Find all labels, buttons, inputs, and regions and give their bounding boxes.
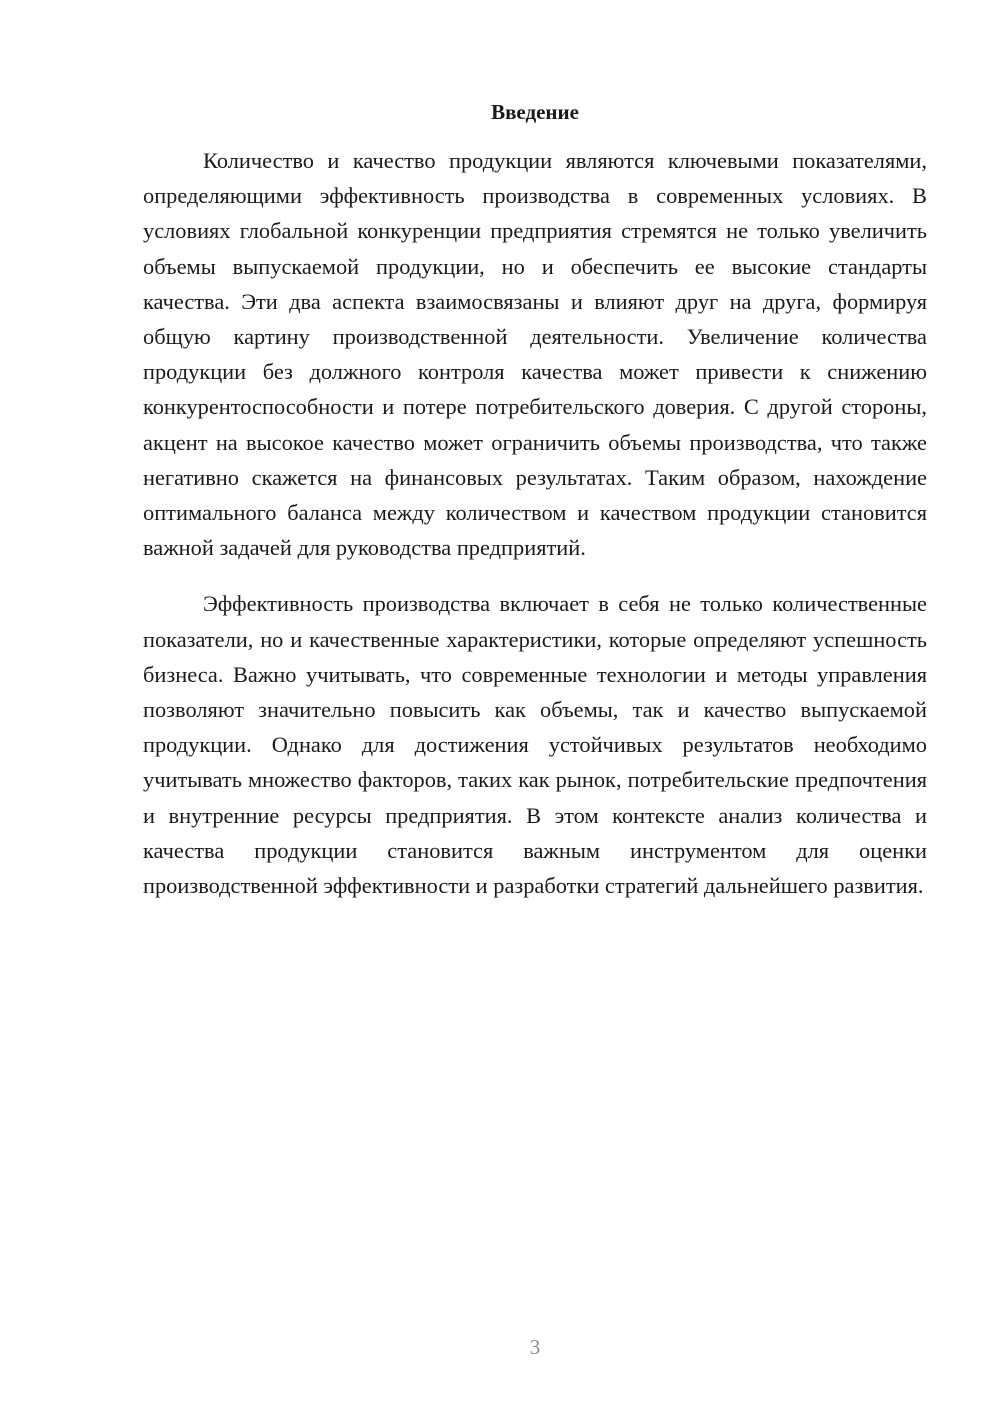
paragraph-1: Количество и качество продукции являются ключевыми показателями, определяющими эффективность производства в современных условиях. В условиях глобальной конкуренции предприятия стремятся не только увеличить объемы выпускаемой продукции, но и обеспечить ее высокие стандарты качества. Эти два аспекта взаимосвязаны и влияют друг на друга, формируя общую картину производственной деятельности. Увеличение количества продукции без должного контроля качества может привести к снижению конкурентоспособности и потере потребительского доверия. С другой стороны, акцент на высокое качество может ограничить объемы производства, что также негативно скажется на финансовых результатах. Таким образом, нахождение оптимального баланса между количеством и качеством продукции становится важной задачей для руководства предприятий. (143, 148, 927, 561)
page-title: Введение (491, 100, 579, 124)
page-number: 3 (529, 1335, 541, 1359)
paragraph-2: Эффективность производства включает в себя не только количественные показатели, но и качественные характеристики, которые определяют успешность бизнеса. Важно учитывать, что современные технологии и методы управления позволяют значительно повысить как объемы, так и качество выпускаемой продукции. Однако для достижения устойчивых результатов необходимо учитывать множество факторов, таких как рынок, потребительские предпочтения и внутренние ресурсы предприятия. В этом контексте анализ количества и качества продукции становится важным инструментом для оценки производственной эффективности и разработки стратегий дальнейшего развития. (143, 591, 927, 899)
body-text (143, 143, 927, 903)
